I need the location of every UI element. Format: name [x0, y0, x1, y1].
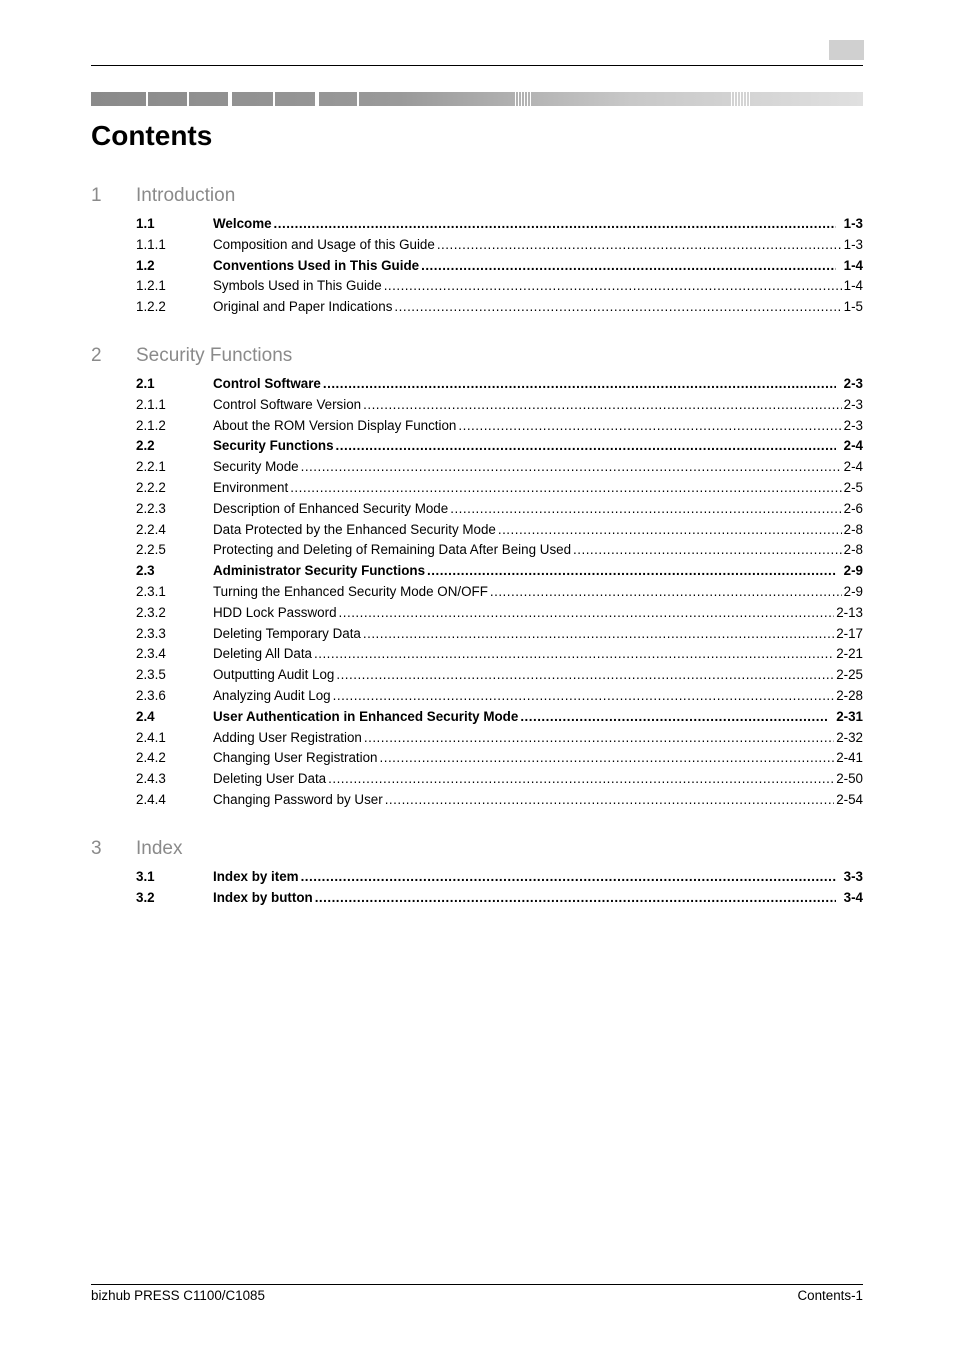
- entry-page-number: 2-3: [843, 396, 863, 412]
- entry-title: Security Mode: [213, 459, 299, 475]
- toc-subsection-entry[interactable]: [91, 603, 863, 624]
- entry-page-number: 2-8: [843, 521, 863, 537]
- entry-number: 2.3.2: [136, 604, 166, 620]
- toc-section-entry[interactable]: [91, 867, 863, 888]
- dot-leader: [385, 790, 834, 811]
- entry-page-number: 2-21: [836, 646, 863, 662]
- toc-subsection-entry[interactable]: [91, 769, 863, 790]
- entry-page-number: 2-6: [843, 500, 863, 516]
- entry-page-number: 2-50: [836, 771, 863, 787]
- dot-leader: [450, 499, 841, 520]
- chapter-number: 1: [91, 185, 102, 206]
- entry-title: Adding User Registration: [213, 729, 362, 745]
- chapter-number: 2: [91, 344, 102, 366]
- dot-leader: [274, 214, 836, 235]
- entry-number: 3.1: [136, 868, 155, 884]
- entry-number: 2.2: [136, 438, 155, 454]
- entry-page-number: 2-9: [843, 563, 863, 579]
- dot-leader: [384, 276, 842, 297]
- entry-page-number: 2-3: [843, 375, 863, 391]
- entry-page-number: 2-25: [836, 667, 863, 683]
- dot-leader: [363, 395, 842, 416]
- header-rule: [91, 65, 863, 66]
- entry-number: 2.2.4: [136, 521, 166, 537]
- dot-leader: [328, 769, 834, 790]
- toc-subsection-entry[interactable]: [91, 728, 863, 749]
- entry-page-number: 2-32: [836, 729, 863, 745]
- entry-title: Deleting User Data: [213, 771, 327, 787]
- entry-title: Index by button: [213, 889, 313, 905]
- toc-subsection-entry[interactable]: [91, 276, 863, 297]
- entry-page-number: 3-4: [843, 889, 863, 905]
- toc-section-entry[interactable]: [91, 256, 863, 277]
- toc-subsection-entry[interactable]: [91, 478, 863, 499]
- dot-leader: [437, 235, 842, 256]
- entry-number: 2.3.5: [136, 667, 166, 683]
- dot-leader: [380, 748, 835, 769]
- entry-title: Turning the Enhanced Security Mode ON/OFF: [213, 583, 488, 599]
- entry-title: Symbols Used in This Guide: [213, 278, 382, 294]
- dot-leader: [336, 665, 834, 686]
- entry-number: 3.2: [136, 889, 155, 905]
- entry-number: 1.2: [136, 257, 155, 273]
- footer-product-name: bizhub PRESS C1100/C1085: [91, 1288, 265, 1303]
- entry-number: 2.3: [136, 563, 155, 579]
- entry-page-number: 2-13: [836, 604, 863, 620]
- entry-page-number: 2-4: [843, 459, 863, 475]
- entry-page-number: 2-3: [843, 417, 863, 433]
- dot-leader: [314, 644, 834, 665]
- footer-rule: [91, 1284, 863, 1285]
- entry-title: Description of Enhanced Security Mode: [213, 500, 449, 516]
- toc-subsection-entry[interactable]: [91, 235, 863, 256]
- entry-number: 1.2.1: [136, 278, 166, 294]
- entry-title: HDD Lock Password: [213, 604, 337, 620]
- entry-title: Changing Password by User: [213, 791, 383, 807]
- entry-page-number: 2-31: [836, 708, 863, 724]
- toc-section-entry[interactable]: [91, 888, 863, 909]
- dot-leader: [301, 457, 842, 478]
- entry-number: 2.4: [136, 708, 155, 724]
- chapter-title: Index: [136, 837, 183, 859]
- entry-number: 2.4.4: [136, 791, 166, 807]
- entry-number: 1.1: [136, 216, 155, 231]
- entry-page-number: 1-4: [843, 257, 863, 273]
- toc-chapter: [91, 831, 863, 909]
- dot-leader: [336, 436, 836, 457]
- entry-page-number: 1-4: [843, 278, 863, 294]
- dot-leader: [333, 686, 835, 707]
- entry-title: Analyzing Audit Log: [213, 687, 331, 703]
- entry-number: 1.2.2: [136, 299, 166, 315]
- entry-title: Index by item: [213, 868, 299, 884]
- chapter-number: 3: [91, 837, 102, 859]
- entry-title: About the ROM Version Display Function: [213, 417, 457, 433]
- entry-title: Data Protected by the Enhanced Security Mode: [213, 521, 496, 537]
- dot-leader: [573, 540, 842, 561]
- toc-subsection-entry[interactable]: [91, 520, 863, 541]
- entry-number: 2.2.5: [136, 542, 166, 558]
- toc-subsection-entry[interactable]: [91, 665, 863, 686]
- entry-page-number: 3-3: [843, 868, 863, 884]
- entry-title: Conventions Used in This Guide: [213, 257, 420, 273]
- entry-page-number: 1-5: [843, 299, 863, 315]
- dot-leader: [364, 728, 834, 749]
- dot-leader: [315, 888, 836, 909]
- dot-leader: [421, 256, 836, 277]
- entry-number: 2.3.3: [136, 625, 166, 641]
- dot-leader: [301, 867, 836, 888]
- entry-title: Changing User Registration: [213, 750, 378, 766]
- entry-number: 2.2.1: [136, 459, 166, 475]
- chapter-title: Security Functions: [136, 344, 293, 366]
- entry-number: 2.1.1: [136, 396, 166, 412]
- toc-subsection-entry[interactable]: [91, 540, 863, 561]
- dot-leader: [339, 603, 835, 624]
- entry-number: 2.1: [136, 375, 155, 391]
- entry-title: Control Software Version: [213, 396, 362, 412]
- toc-section-entry[interactable]: [91, 707, 863, 728]
- page-title: Contents: [91, 120, 213, 151]
- toc-chapter: [91, 338, 863, 811]
- entry-title: Environment: [213, 479, 289, 495]
- chapter-heading[interactable]: [91, 178, 863, 214]
- entry-number: 2.2.3: [136, 500, 166, 516]
- toc-subsection-entry[interactable]: [91, 748, 863, 769]
- footer-page-label: Contents-1: [797, 1288, 863, 1303]
- entry-page-number: 2-54: [836, 791, 863, 807]
- entry-number: 2.3.4: [136, 646, 166, 662]
- toc-section-entry[interactable]: [91, 374, 863, 395]
- entry-page-number: 2-4: [843, 438, 863, 454]
- dot-leader: [290, 478, 841, 499]
- entry-title: User Authentication in Enhanced Security Mode: [213, 708, 519, 724]
- entry-title: Outputting Audit Log: [213, 667, 335, 683]
- entry-title: Original and Paper Indications: [213, 299, 393, 315]
- entry-title: Security Functions: [213, 438, 334, 454]
- dot-leader: [323, 374, 836, 395]
- table-of-contents: [91, 178, 863, 928]
- entry-title: Administrator Security Functions: [213, 563, 426, 579]
- toc-subsection-entry[interactable]: [91, 499, 863, 520]
- chapter-heading[interactable]: [91, 338, 863, 374]
- toc-section-entry[interactable]: [91, 436, 863, 457]
- toc-subsection-entry[interactable]: [91, 582, 863, 603]
- chapter-heading[interactable]: [91, 831, 863, 867]
- toc-subsection-entry[interactable]: [91, 457, 863, 478]
- toc-subsection-entry[interactable]: [91, 624, 863, 645]
- entry-number: 2.2.2: [136, 479, 166, 495]
- toc-subsection-entry[interactable]: [91, 395, 863, 416]
- dot-leader: [427, 561, 836, 582]
- entry-page-number: 2-41: [836, 750, 863, 766]
- entry-number: 2.4.1: [136, 729, 166, 745]
- toc-subsection-entry[interactable]: [91, 790, 863, 811]
- entry-number: 2.4.3: [136, 771, 166, 787]
- entry-title: Deleting All Data: [213, 646, 312, 662]
- toc-subsection-entry[interactable]: [91, 644, 863, 665]
- decorative-title-bar: [91, 92, 863, 106]
- entry-page-number: 2-8: [843, 542, 863, 558]
- dot-leader: [394, 297, 841, 318]
- entry-title: Deleting Temporary Data: [213, 625, 361, 641]
- dot-leader: [363, 624, 834, 645]
- entry-page-number: 2-5: [843, 479, 863, 495]
- dot-leader: [520, 707, 828, 728]
- entry-title: Protecting and Deleting of Remaining Data After Being Used: [213, 542, 572, 558]
- entry-page-number: 2-17: [836, 625, 863, 641]
- entry-page-number: 1-3: [843, 216, 863, 231]
- entry-number: 2.1.2: [136, 417, 166, 433]
- entry-page-number: 2-9: [843, 583, 863, 599]
- entry-number: 2.4.2: [136, 750, 166, 766]
- toc-section-entry[interactable]: [91, 214, 863, 235]
- entry-page-number: 1-3: [843, 236, 863, 252]
- dot-leader: [490, 582, 842, 603]
- entry-page-number: 2-28: [836, 687, 863, 703]
- chapter-title: Introduction: [136, 185, 236, 206]
- entry-title: Control Software: [213, 375, 321, 391]
- entry-title: Composition and Usage of this Guide: [213, 236, 435, 252]
- entry-number: 2.3.6: [136, 687, 166, 703]
- toc-chapter: [91, 178, 863, 318]
- entry-title: Welcome: [213, 216, 272, 231]
- toc-subsection-entry[interactable]: [91, 416, 863, 437]
- header-corner-block: [829, 40, 864, 60]
- entry-number: 2.3.1: [136, 583, 166, 599]
- dot-leader: [498, 520, 842, 541]
- dot-leader: [458, 416, 841, 437]
- toc-subsection-entry[interactable]: [91, 297, 863, 318]
- entry-number: 1.1.1: [136, 236, 166, 252]
- toc-subsection-entry[interactable]: [91, 686, 863, 707]
- toc-section-entry[interactable]: [91, 561, 863, 582]
